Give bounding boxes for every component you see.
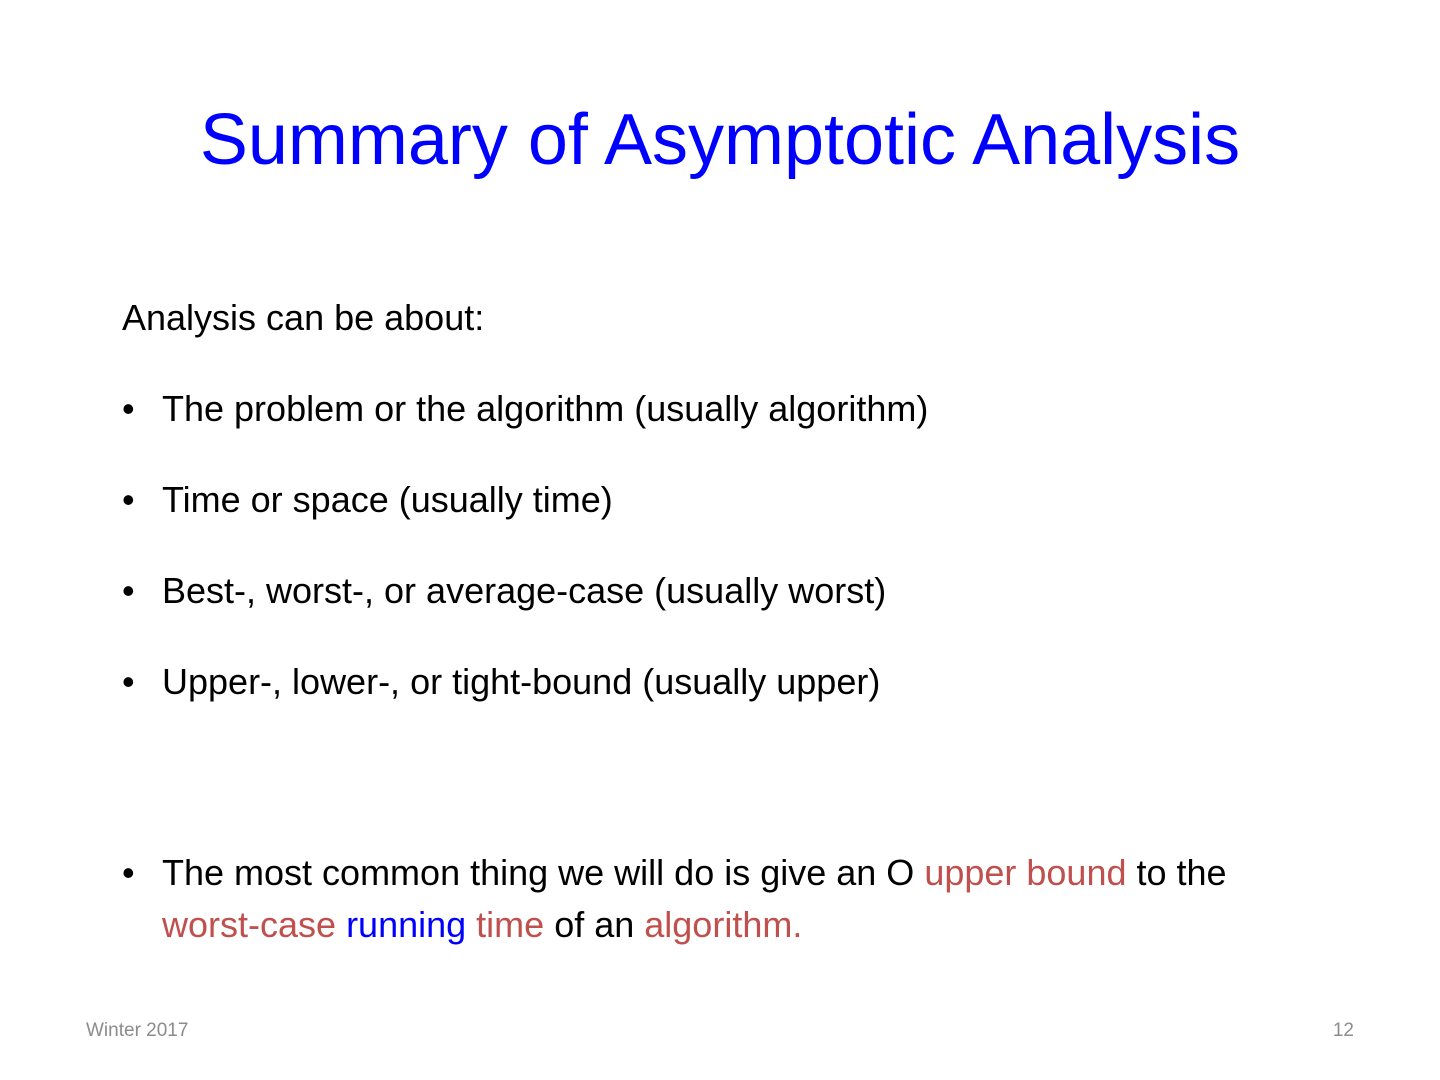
page-number: 12: [1332, 1020, 1354, 1041]
bullet-text: Upper-, lower-, or tight-bound (usually upper): [162, 661, 881, 702]
highlight-upper-bound: upper bound: [924, 852, 1127, 893]
bullet-text: The problem or the algorithm (usually algorithm): [162, 388, 929, 429]
summary-part1: The most common thing we will do is give an O: [162, 852, 925, 893]
slide-title: Summary of Asymptotic Analysis: [199, 100, 1241, 180]
bullet-item: [122, 656, 1332, 708]
highlight-time: time: [476, 904, 545, 945]
summary-space2: [466, 904, 476, 945]
summary-space1: [336, 904, 346, 945]
highlight-worst-case: worst-case: [162, 904, 337, 945]
summary-part2: to the: [1126, 852, 1227, 893]
bullet-icon: •: [122, 661, 135, 702]
bullet-icon: •: [122, 479, 135, 520]
bullet-item: [122, 474, 1332, 526]
bullet-item: [122, 565, 1332, 617]
highlight-algorithm: algorithm.: [644, 904, 803, 945]
bullet-item: [122, 383, 1332, 435]
intro-text: Analysis can be about:: [122, 297, 485, 338]
summary-text: [162, 847, 1332, 951]
footer-date: Winter 2017: [86, 1020, 189, 1041]
highlight-running: running: [346, 904, 467, 945]
bullet-text: Time or space (usually time): [162, 479, 613, 520]
summary-part3: of an: [544, 904, 645, 945]
summary-bullet: [122, 847, 1332, 951]
bullet-text: Best-, worst-, or average-case (usually worst): [162, 570, 887, 611]
bullet-icon: •: [122, 388, 135, 429]
bullet-icon: •: [122, 852, 135, 893]
bullet-icon: •: [122, 570, 135, 611]
